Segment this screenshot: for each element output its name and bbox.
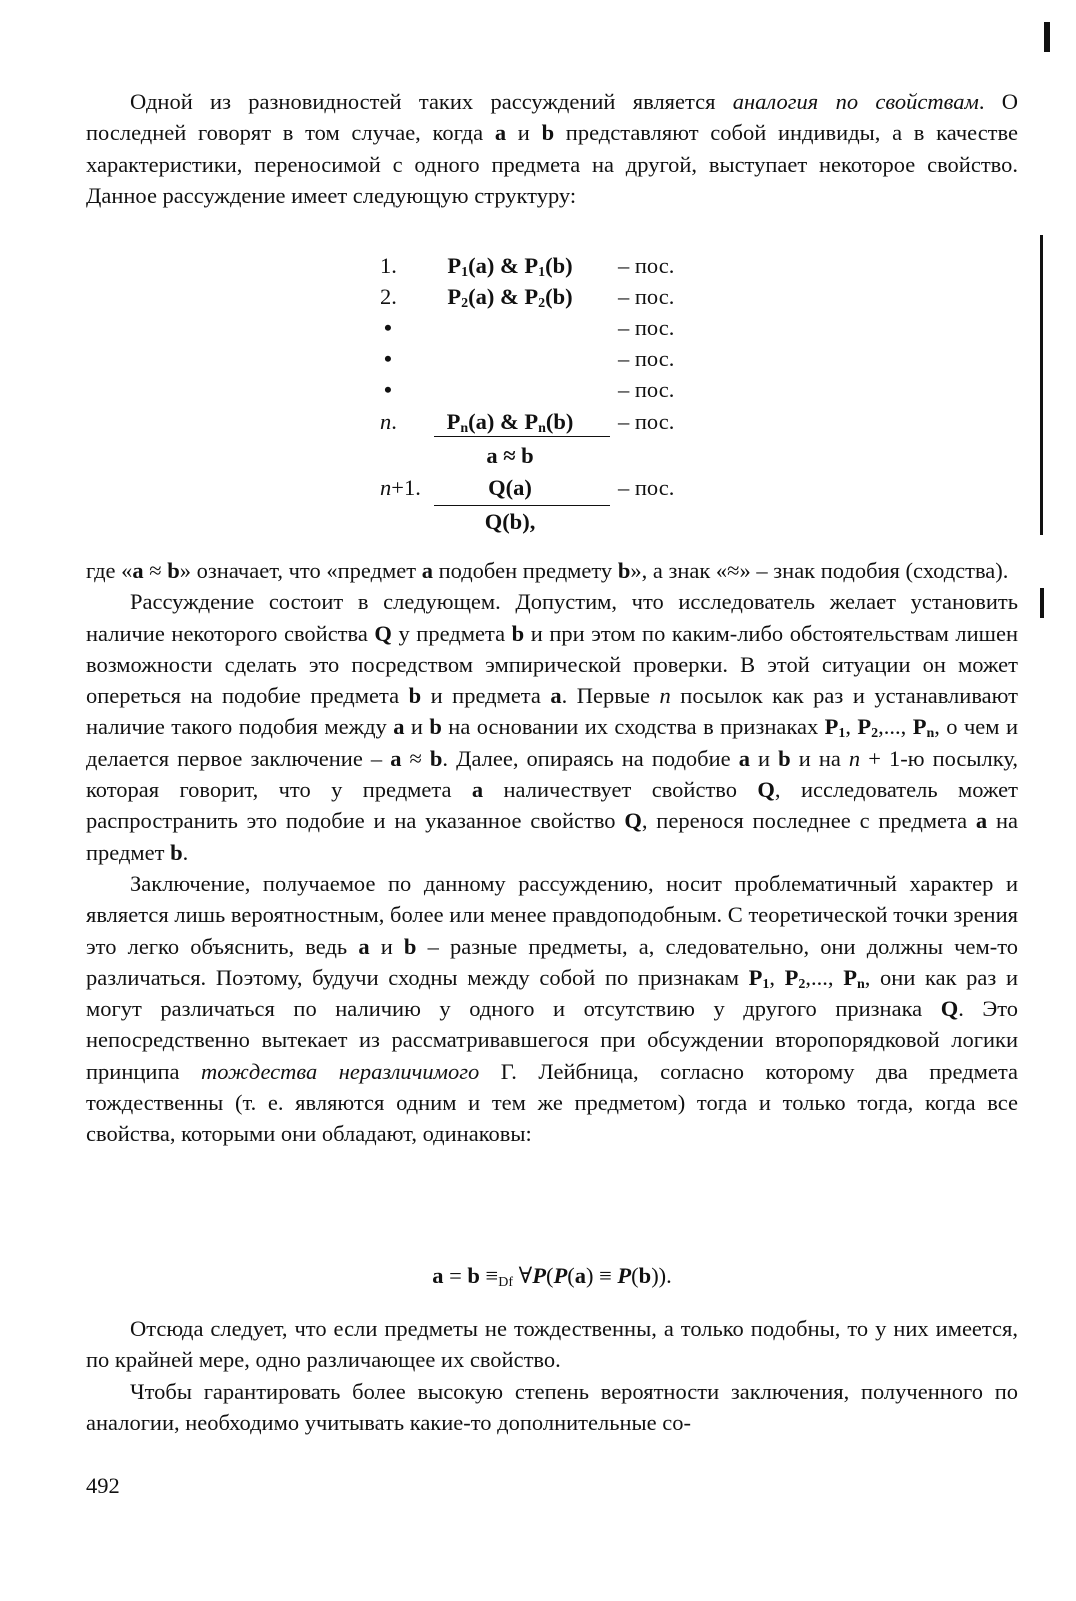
schema-row (370, 377, 710, 407)
premise-formula: Q(b), (484, 509, 536, 534)
symbol-b: b (541, 120, 555, 146)
inference-line (434, 505, 610, 506)
intro-text-end: представляют собой индивиды, а в качестве характеристики, переносимой с одного предмета на другой, выступает некоторое свойство. Данное рассуждение имеет следующую структуру: (86, 120, 1018, 208)
premise-tag: – пос. (618, 409, 675, 434)
premise-formula: Q(a) (488, 475, 532, 500)
premise-formula: $P_n(a)$ & $P_n(b)$ (446, 409, 574, 436)
paragraph-conclusion-nature: Заключение, получаемое по данному рассуждению, носит проблематичный характер и является лишь вероятностным, более или менее правдоподобным. С теоретической точки зрения это легко объяснить, ведь a и b – разные предметы, а, следовательно, они должны чем-то различаться. Поэтому, будучи сходны между собой по признакам $P_1$, $P_2$,..., $P_n$, они как раз и могут различаться по наличию у одного и отсутствию у другого признака Q. Это непосредственно вытекает из рассматривавшегося при обсуждении второпорядковой логики принципа тождества неразличимого Г. Лейбница, согласно которому два предмета тождественны (т. е. являются одним и тем же предметом) тогда и только тогда, когда все свойства, которыми они обладают, одинаковы: (86, 870, 1019, 1147)
schema-row (370, 346, 710, 376)
conjunction: и (506, 120, 542, 146)
premise-number: • (384, 315, 392, 340)
schema-row (370, 409, 710, 439)
premise-formula: $P_2(a)$ & $P_2(b)$ (447, 284, 573, 311)
intro-text-start: Одной из разновидностей таких рассуждений является (130, 89, 733, 114)
schema-row (370, 253, 710, 283)
paragraph-intro (86, 86, 1018, 211)
premise-formula: $P_1(a)$ & $P_1(b)$ (447, 253, 573, 280)
schema-row (370, 509, 710, 539)
premise-number: • (384, 377, 392, 402)
leibniz-formula: $a = b \equiv_{Df}$ ∀P(P(a) ≡ P(b)). (432, 1263, 672, 1290)
scan-mark-bar (1040, 235, 1043, 535)
premise-number: • (384, 346, 392, 371)
premise-number: n. (380, 409, 397, 434)
premise-tag: – пос. (618, 475, 675, 500)
body-text-end (86, 1313, 1018, 1438)
premise-formula: a ≈ b (486, 443, 534, 468)
premise-tag: – пос. (618, 315, 675, 340)
body-text (86, 555, 1018, 1150)
term-analogy-by-properties: аналогия по свойствам (732, 89, 979, 114)
premise-number: n+1. (380, 475, 421, 500)
paragraph-consequence: Отсюда следует, что если предметы не тождественны, а только подобны, то у них имеется, по крайней мере, одно различающее их свойство. (86, 1316, 1018, 1373)
premise-number: 2. (380, 284, 397, 309)
schema-row (370, 284, 710, 314)
inference-line (434, 436, 610, 437)
paragraph-explanation: Рассуждение состоит в следующем. Допустим, что исследователь желает установить наличие некоторого свойства Q у предмета b и при этом по каким-либо обстоятельствам лишен возможности сделать это посредством эмпирической проверки. В этой ситуации он может опереться на подобие предмета b и предмета a. Первые n посылок как раз и устанавливают наличие такого подобия между a и b на основании их сходства в признаках $P_1$, $P_2$,..., $P_n$, о чем и делается первое заключение – a ≈ b. Далее, опираясь на подобие a и b и на n + 1-ю посылку, которая говорит, что у предмета a наличествует свойство Q, исследователь может распространить это подобие и на указанное свойство Q, перенося последнее с предмета a на предмет b. (86, 589, 1019, 865)
scan-mark-small (1040, 588, 1044, 618)
scan-mark-top (1044, 22, 1050, 52)
intro-text-middle: . О последней говорят в том случае, когда (86, 89, 1019, 146)
paragraph-intro-text (86, 86, 1018, 211)
schema-row (370, 443, 710, 473)
premise-tag: – пос. (618, 377, 675, 402)
premise-number: 1. (380, 253, 397, 278)
premise-tag: – пос. (618, 253, 675, 278)
paragraph-continuation: Чтобы гарантировать более высокую степень вероятности заключения, полученного по аналогии, необходимо учитывать какие-то дополнительные со- (86, 1378, 1018, 1435)
paragraph-definition: где «a ≈ b» означает, что «предмет a подобен предмету b», а знак «≈» – знак подобия (сходства). (86, 558, 1009, 583)
schema-row (370, 475, 710, 505)
page-number: 492 (86, 1473, 120, 1498)
schema-row (370, 315, 710, 345)
premise-tag: – пос. (618, 284, 675, 309)
symbol-a: a (494, 120, 507, 146)
premise-tag: – пос. (618, 346, 675, 371)
